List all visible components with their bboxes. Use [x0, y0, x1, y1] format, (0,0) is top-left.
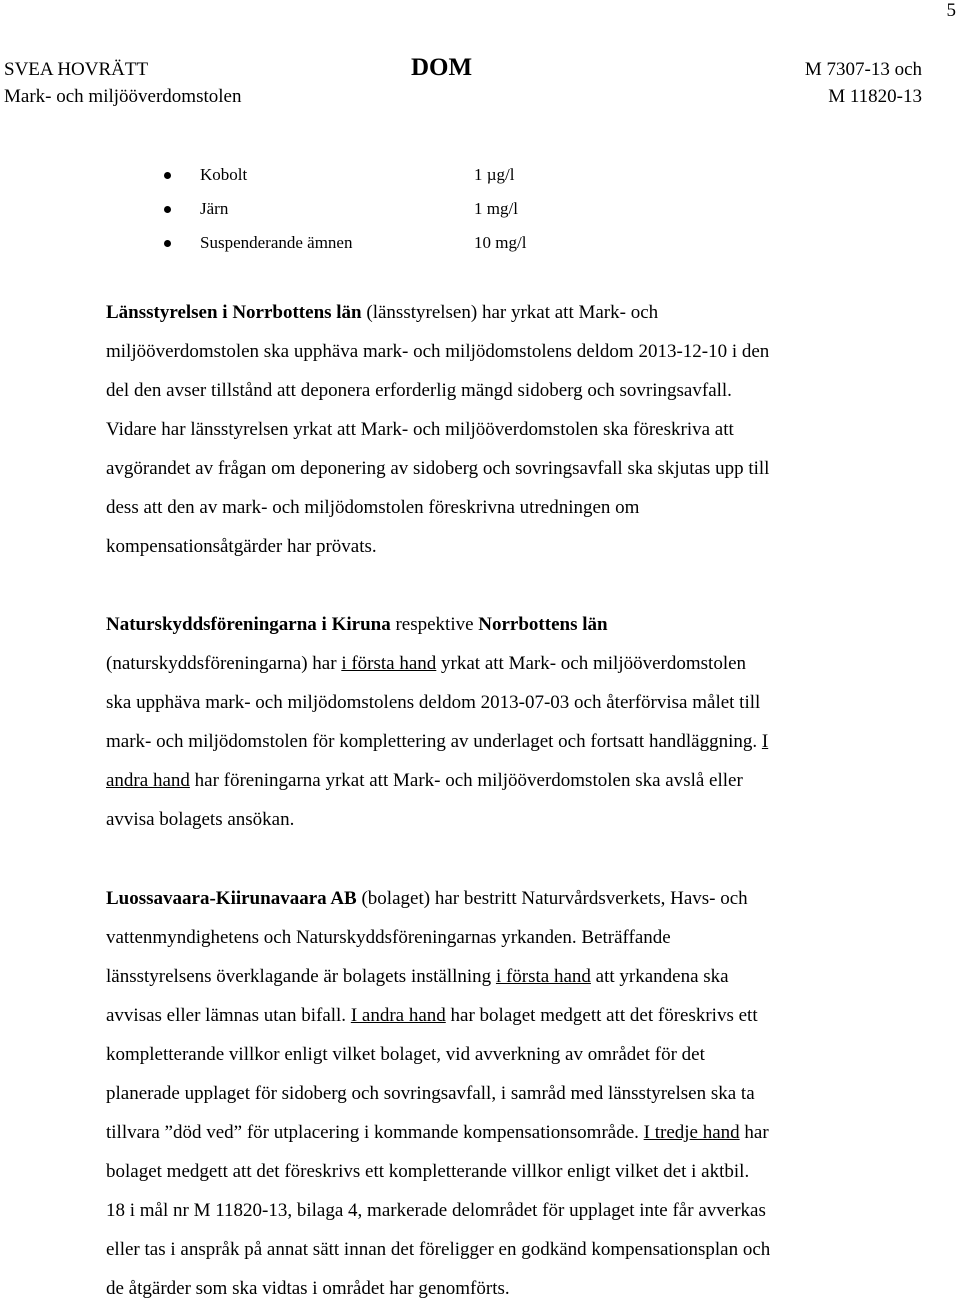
text-line: eller tas i anspråk på annat sätt innan det föreligger en godkänd kompensationsplan och	[106, 1239, 771, 1260]
text-span: yrkat att Mark- och miljööverdomstolen	[436, 653, 747, 674]
bullet-icon	[164, 206, 171, 213]
text-span: respektive	[390, 614, 479, 635]
substance-value: 1 µg/l	[474, 165, 515, 184]
court-name: SVEA HOVRÄTT	[4, 59, 149, 80]
substance-name: Suspenderande ämnen	[200, 233, 353, 252]
list-item	[164, 192, 526, 226]
text-line: ska upphäva mark- och miljödomstolens deldom 2013-07-03 och återförvisa målet till	[106, 692, 761, 713]
bullet-icon	[164, 240, 171, 247]
party-name: Luossavaara-Kiirunavaara AB	[106, 888, 357, 909]
substance-name: Järn	[200, 199, 229, 218]
substance-name: Kobolt	[200, 165, 248, 184]
text-line: kompletterande villkor enligt vilket bolaget, vid avverkning av området för det	[106, 1044, 705, 1065]
text-line: de åtgärder som ska vidtas i området har genomförts.	[106, 1278, 510, 1299]
text-span: har bolaget medgett att det föreskrivs ett	[445, 1005, 758, 1026]
text-span: har föreningarna yrkat att Mark- och miljööverdomstolen ska avslå eller	[189, 770, 743, 791]
text-line	[106, 1113, 906, 1152]
text-line: vattenmyndighetens och Naturskyddsföreningarnas yrkanden. Beträffande	[106, 927, 671, 948]
limit-values-list	[164, 158, 526, 260]
text-span: att yrkandena ska	[590, 966, 729, 987]
party-name: Norrbottens län	[478, 614, 608, 635]
underlined-text: i första hand	[341, 653, 437, 674]
text-line	[106, 722, 906, 761]
text-line	[106, 644, 906, 683]
text-span: (länsstyrelsen) har yrkat att Mark- och	[361, 302, 659, 323]
list-item	[164, 158, 526, 192]
header-court	[4, 56, 241, 110]
document-type: DOM	[411, 54, 473, 81]
text-span: tillvara ”död ved” för utplacering i kommande kompensationsområde.	[106, 1122, 644, 1143]
text-line	[106, 879, 906, 918]
text-span: mark- och miljödomstolen för komplettering av underlaget och fortsatt handläggning.	[106, 731, 762, 752]
underlined-text: I andra hand	[350, 1005, 446, 1026]
text-line: bolaget medgett att det föreskrivs ett kompletterande villkor enligt vilket det i aktbil.	[106, 1161, 750, 1182]
text-span: länsstyrelsens överklagande är bolagets inställning	[106, 966, 496, 987]
bullet-icon	[164, 172, 171, 179]
paragraph-naturskyddsforeningarna	[106, 605, 906, 839]
paragraph-lansstyrelsen	[106, 293, 906, 566]
text-line: avgörandet av frågan om deponering av sidoberg och sovringsavfall ska skjutas upp till	[106, 458, 770, 479]
header-case-numbers	[805, 56, 922, 110]
text-line: avvisa bolagets ansökan.	[106, 809, 295, 830]
paragraph-bolaget	[106, 879, 906, 1308]
text-span: avvisas eller lämnas utan bifall.	[106, 1005, 351, 1026]
text-line: planerade upplaget för sidoberg och sovringsavfall, i samråd med länsstyrelsen ska ta	[106, 1083, 755, 1104]
text-line	[106, 957, 906, 996]
text-line	[106, 996, 906, 1035]
party-name: Naturskyddsföreningarna i Kiruna	[106, 614, 391, 635]
text-line: del den avser tillstånd att deponera erforderlig mängd sidoberg och sovringsavfall.	[106, 380, 732, 401]
text-line	[106, 761, 906, 800]
text-span: (naturskyddsföreningarna) har	[106, 653, 342, 674]
substance-value: 10 mg/l	[474, 233, 527, 252]
underlined-text: andra hand	[106, 770, 190, 791]
substance-value: 1 mg/l	[474, 199, 518, 218]
text-line	[106, 293, 906, 332]
text-line	[106, 605, 906, 644]
case-number-2: M 11820-13	[828, 86, 922, 107]
underlined-text: I	[761, 731, 769, 752]
text-line: dess att den av mark- och miljödomstolen föreskrivna utredningen om	[106, 497, 640, 518]
underlined-text: i första hand	[495, 966, 591, 987]
text-line: kompensationsåtgärder har prövats.	[106, 536, 377, 557]
party-name: Länsstyrelsen i Norrbottens län	[106, 302, 362, 323]
text-line: 18 i mål nr M 11820-13, bilaga 4, markerade delområdet för upplaget inte får avverkas	[106, 1200, 766, 1221]
text-span: (bolaget) har bestritt Naturvårdsverkets, Havs- och	[356, 888, 748, 909]
case-number-1: M 7307-13 och	[804, 59, 922, 80]
underlined-text: I tredje hand	[643, 1122, 740, 1143]
list-item	[164, 226, 526, 260]
text-line: Vidare har länsstyrelsen yrkat att Mark- och miljööverdomstolen ska föreskriva att	[106, 419, 734, 440]
page-number: 5	[946, 0, 956, 21]
court-division: Mark- och miljööverdomstolen	[4, 86, 242, 107]
text-line: miljööverdomstolen ska upphäva mark- och miljödomstolens deldom 2013-12-10 i den	[106, 341, 770, 362]
text-span: har	[739, 1122, 769, 1143]
